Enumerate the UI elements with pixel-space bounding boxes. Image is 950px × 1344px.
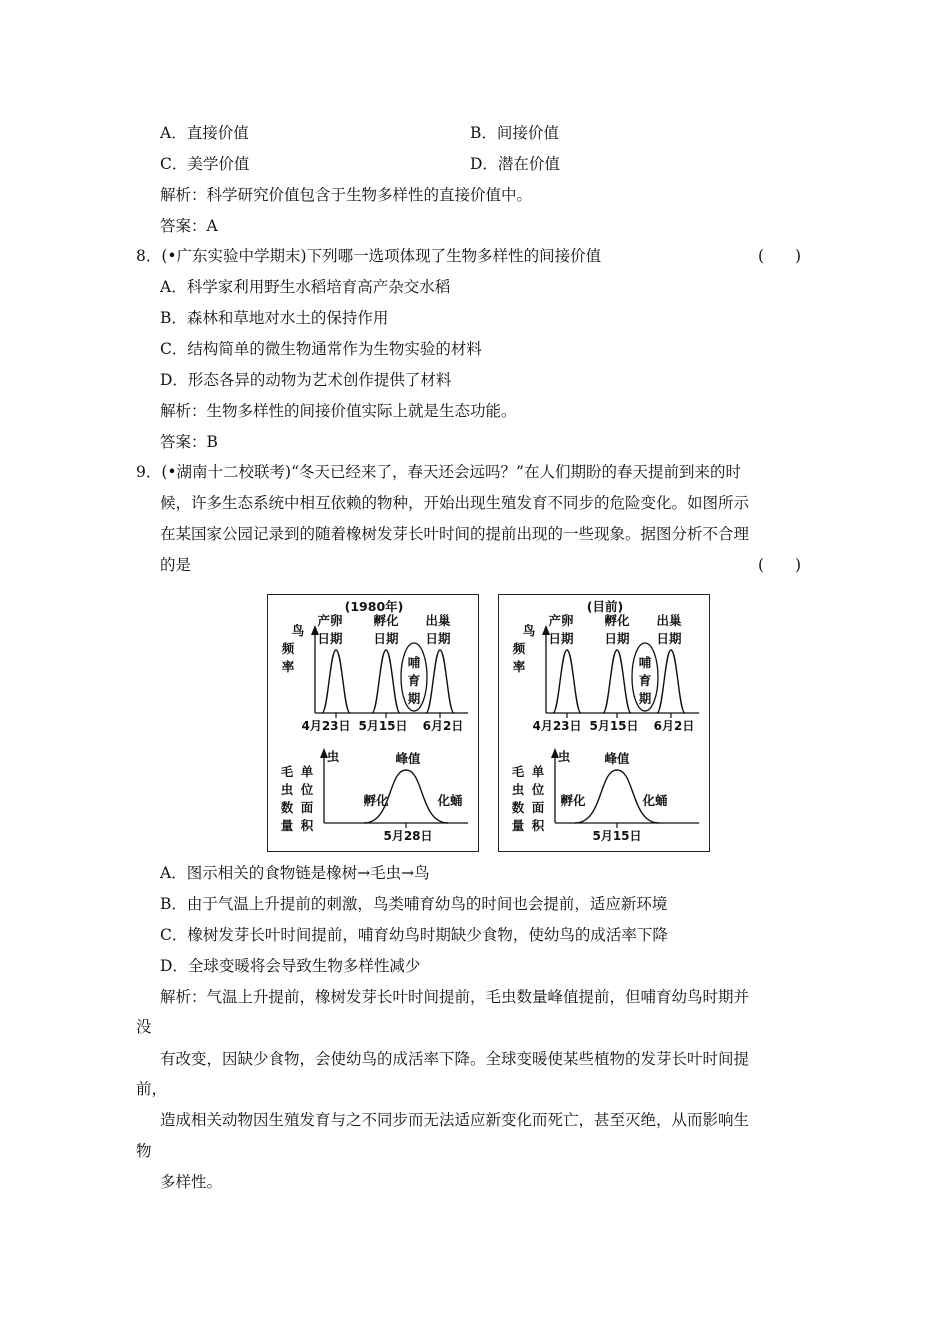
svg-text:育: 育 [407, 673, 421, 688]
q9-stem-line-4: 的是 [160, 556, 192, 574]
figure-panel-1980 [267, 594, 479, 852]
figure-panel-current [498, 594, 710, 852]
svg-text:鸟: 鸟 [291, 623, 305, 638]
q9-option-a: A．图示相关的食物链是橡树→毛虫→鸟 [160, 864, 430, 882]
svg-text:日期: 日期 [317, 631, 343, 646]
svg-text:率: 率 [281, 659, 295, 674]
svg-text:毛: 毛 [511, 764, 525, 779]
svg-text:频: 频 [512, 641, 526, 656]
q9-analysis-line-3: 有改变，因缺少食物，会使幼鸟的成活率下降。全球变暖使某些植物的发芽长叶时间提 [160, 1050, 750, 1068]
svg-text:哺: 哺 [407, 655, 421, 670]
svg-text:日期: 日期 [425, 631, 451, 646]
svg-text:毛: 毛 [280, 764, 294, 779]
svg-text:6月2日: 6月2日 [422, 719, 464, 733]
q8-option-c: C．结构简单的微生物通常作为生物实验的材料 [160, 340, 482, 358]
q7-option-b: B．间接价值 [470, 124, 559, 142]
q8-option-a: A．科学家利用野生水稻培育高产杂交水稻 [160, 278, 451, 296]
q7-option-c: C．美学价值 [160, 155, 250, 173]
svg-text:日期: 日期 [656, 631, 682, 646]
q8-option-d: D．形态各异的动物为艺术创作提供了材料 [160, 371, 452, 389]
svg-text:日期: 日期 [373, 631, 399, 646]
q7-option-a: A．直接价值 [160, 124, 249, 142]
q9-analysis-line-5: 造成相关动物因生殖发育与之不同步而无法适应新变化而死亡，甚至灭绝，从而影响生 [160, 1111, 750, 1129]
figure-current-svg [499, 595, 711, 853]
q9-analysis-line-6: 物 [136, 1142, 152, 1160]
figure-1980-svg [268, 595, 480, 853]
svg-text:单: 单 [300, 764, 314, 779]
svg-text:6月2日: 6月2日 [653, 719, 695, 733]
svg-text:期: 期 [407, 691, 421, 706]
svg-text:虫: 虫 [280, 782, 294, 797]
svg-text:化蛹: 化蛹 [437, 793, 463, 808]
q8-stem: 8．(•广东实验中学期末)下列哪一选项体现了生物多样性的间接价值 [136, 247, 602, 265]
q9-stem-line-3: 在某国家公园记录到的随着橡树发芽长叶时间的提前出现的一些现象。据图分析不合理 [160, 525, 750, 543]
q9-stem-line-1: 9．(•湖南十二校联考)“冬天已经来了，春天还会远吗？”在人们期盼的春天提前到来的时 [136, 463, 741, 481]
figure-current-title: (目前) [586, 599, 624, 614]
svg-text:鸟: 鸟 [522, 623, 536, 638]
svg-text:产卵: 产卵 [317, 613, 343, 628]
q9-option-d: D．全球变暖将会导致生物多样性减少 [160, 957, 421, 975]
q9-stem-line-2: 候，许多生态系统中相互依赖的物种，开始出现生殖发育不同步的危险变化。如图所示 [160, 494, 750, 512]
svg-text:虫: 虫 [557, 749, 571, 764]
svg-text:4月23日: 4月23日 [532, 719, 582, 733]
svg-text:日期: 日期 [604, 631, 630, 646]
svg-text:虫: 虫 [326, 749, 340, 764]
svg-text:日期: 日期 [548, 631, 574, 646]
svg-text:虫: 虫 [511, 782, 525, 797]
q7-option-d: D．潜在价值 [470, 155, 560, 173]
svg-text:5月28日: 5月28日 [383, 829, 433, 843]
q7-analysis: 解析：科学研究价值包含于生物多样性的直接价值中。 [160, 186, 533, 204]
svg-text:积: 积 [531, 818, 545, 833]
svg-text:出巢: 出巢 [425, 613, 451, 628]
q7-answer: 答案：A [160, 217, 218, 235]
figure-1980-title: (1980年) [344, 599, 404, 614]
svg-text:5月15日: 5月15日 [358, 719, 408, 733]
q9-analysis-line-7: 多样性。 [160, 1173, 223, 1191]
q9-analysis-line-2: 没 [136, 1018, 152, 1036]
q8-answer-blank: ( ) [758, 247, 802, 265]
svg-text:育: 育 [638, 673, 652, 688]
svg-text:率: 率 [512, 659, 526, 674]
svg-text:4月23日: 4月23日 [301, 719, 351, 733]
svg-text:出巢: 出巢 [656, 613, 682, 628]
q9-option-c: C．橡树发芽长叶时间提前，哺育幼鸟时期缺少食物，使幼鸟的成活率下降 [160, 926, 668, 944]
svg-text:量: 量 [280, 818, 294, 833]
svg-text:孵化: 孵化 [373, 613, 399, 628]
q9-answer-blank: ( ) [758, 556, 802, 574]
svg-text:面: 面 [531, 800, 545, 815]
svg-text:数: 数 [280, 800, 294, 815]
svg-text:期: 期 [638, 691, 652, 706]
svg-text:孵化: 孵化 [560, 793, 586, 808]
svg-text:位: 位 [300, 782, 314, 797]
svg-text:孵化: 孵化 [604, 613, 630, 628]
q8-option-b: B．森林和草地对水土的保持作用 [160, 309, 389, 327]
svg-text:化蛹: 化蛹 [642, 793, 668, 808]
q8-analysis: 解析：生物多样性的间接价值实际上就是生态功能。 [160, 402, 517, 420]
svg-text:频: 频 [281, 641, 295, 656]
q9-analysis-line-4: 前， [136, 1080, 168, 1098]
svg-text:量: 量 [511, 818, 525, 833]
svg-text:峰值: 峰值 [604, 751, 630, 766]
q9-option-b: B．由于气温上升提前的刺激，鸟类哺育幼鸟的时间也会提前，适应新环境 [160, 895, 668, 913]
svg-text:孵化: 孵化 [363, 793, 389, 808]
svg-text:积: 积 [300, 818, 314, 833]
svg-text:产卵: 产卵 [548, 613, 574, 628]
svg-text:面: 面 [300, 800, 314, 815]
svg-text:峰值: 峰值 [395, 751, 421, 766]
q9-analysis-line-1: 解析：气温上升提前，橡树发芽长叶时间提前，毛虫数量峰值提前，但哺育幼鸟时期并 [160, 988, 750, 1006]
svg-text:哺: 哺 [638, 655, 652, 670]
svg-text:位: 位 [531, 782, 545, 797]
svg-text:单: 单 [531, 764, 545, 779]
svg-text:5月15日: 5月15日 [592, 829, 642, 843]
svg-text:数: 数 [511, 800, 525, 815]
q8-answer: 答案：B [160, 433, 218, 451]
svg-text:5月15日: 5月15日 [589, 719, 639, 733]
